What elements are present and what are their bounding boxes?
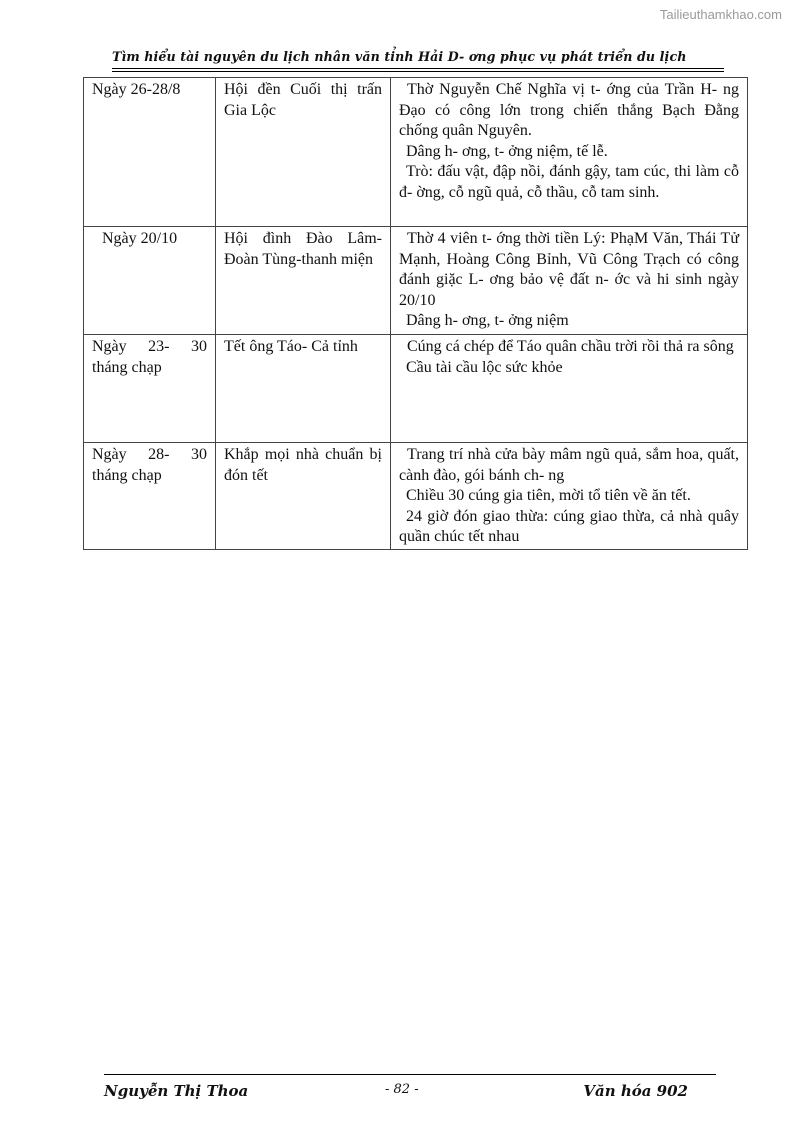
footer-rule	[104, 1074, 716, 1075]
description-cell	[391, 443, 748, 550]
festival-cell: Tết ông Táo- Cả tỉnh	[216, 335, 391, 443]
description-line: Chiều 30 cúng gia tiên, mời tổ tiên về ăn tết.	[406, 487, 691, 504]
table-row	[84, 78, 748, 227]
table-row	[84, 443, 748, 550]
description-line: Cầu tài cầu lộc sức khỏe	[406, 358, 563, 376]
description-line: Thờ Nguyễn Chế Nghĩa vị t- ớng của Trần H- ng Đạo có công lớn trong chiến thắng Bạch Đằng chống quân Nguyên.	[399, 81, 739, 139]
footer-class: Văn hóa 902	[583, 1082, 688, 1100]
description-cell	[391, 227, 748, 335]
description-line: Thờ 4 viên t- ớng thời tiền Lý: PhạM Văn, Thái Tử Mạnh, Hoàng Công Bỉnh, Vũ Công Trạch có công đánh giặc L- ơng bảo vệ đất n- ớc và hi sinh ngày 20/10	[399, 230, 739, 309]
page-footer	[104, 1082, 716, 1104]
table-row	[84, 227, 748, 335]
festival-cell: Hội đền Cuối thị trấn Gia Lộc	[216, 78, 391, 227]
description-line: Dâng h- ơng, t- ởng niệm	[406, 312, 569, 329]
festival-table	[83, 77, 748, 550]
footer-author: Nguyễn Thị Thoa	[104, 1082, 249, 1100]
page-number: - 82 -	[385, 1082, 419, 1097]
date-cell: Ngày 26-28/8	[84, 78, 216, 227]
description-cell	[391, 335, 748, 443]
running-header: Tìm hiểu tài nguyên du lịch nhân văn tỉnh Hải D- ơng phục vụ phát triển du lịch	[112, 49, 687, 64]
date-cell: Ngày 20/10	[84, 227, 216, 335]
watermark: Tailieuthamkhao.com	[659, 7, 782, 22]
description-line: Dâng h- ơng, t- ởng niệm, tế lễ.	[406, 142, 608, 160]
description-line: 24 giờ đón giao thừa: cúng giao thừa, cả nhà quây quần chúc tết nhau	[399, 507, 739, 545]
description-line: Trang trí nhà cửa bày mâm ngũ quả, sắm hoa, quất, cành đào, gói bánh ch- ng	[399, 446, 739, 484]
description-line: Cúng cá chép để Táo quân chầu trời rồi thả ra sông	[407, 338, 734, 355]
festival-cell: Hội đình Đào Lâm-Đoàn Tùng-thanh miện	[216, 227, 391, 335]
festival-cell: Khắp mọi nhà chuẩn bị đón tết	[216, 443, 391, 550]
table-row	[84, 335, 748, 443]
date-cell: Ngày 23- 30 tháng chạp	[84, 335, 216, 443]
date-cell: Ngày 28- 30 tháng chạp	[84, 443, 216, 550]
header-rule	[112, 68, 724, 72]
description-line: Trò: đấu vật, đập nồi, đánh gậy, tam cúc, thi làm cỗ đ- ờng, cỗ ngũ quả, cỗ thầu, cỗ tam sinh.	[399, 163, 739, 201]
description-cell	[391, 78, 748, 227]
